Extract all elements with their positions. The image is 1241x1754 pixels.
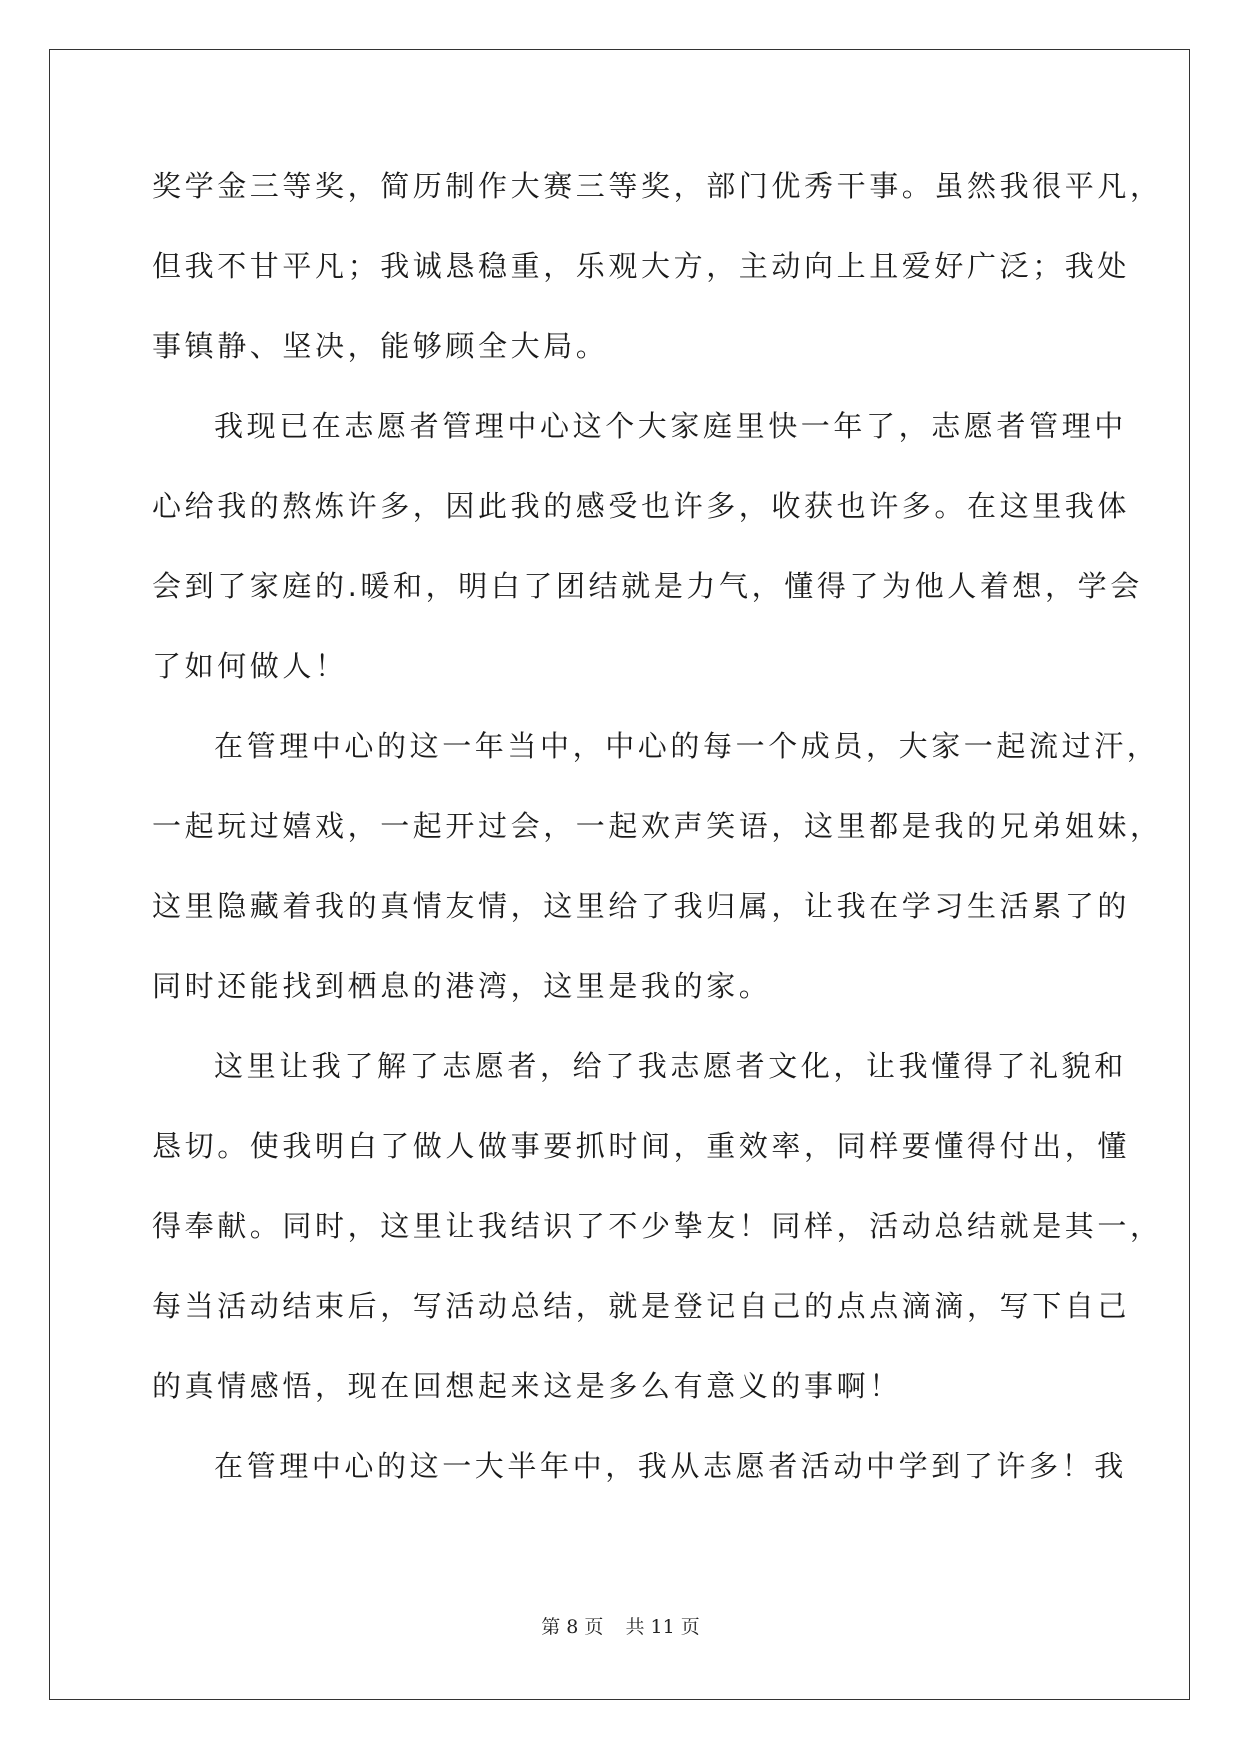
text-line: 一起玩过嬉戏，一起开过会，一起欢声笑语，这里都是我的兄弟姐妹， <box>152 809 1163 843</box>
text-line: 这里让我了解了志愿者，给了我志愿者文化，让我懂得了礼貌和 <box>214 1049 1127 1083</box>
text-line: 得奉献。同时，这里让我结识了不少挚友！同样，活动总结就是其一， <box>152 1209 1163 1243</box>
text-line: 心给我的熬炼许多，因此我的感受也许多，收获也许多。在这里我体 <box>152 489 1131 523</box>
text-line: 同时还能找到栖息的港湾，这里是我的家。 <box>152 969 772 1003</box>
text-line: 但我不甘平凡；我诚恳稳重，乐观大方，主动向上且爱好广泛；我处 <box>152 249 1131 283</box>
current-page-number: 第 8 页 <box>541 1616 604 1638</box>
text-line: 在管理中心的这一大半年中，我从志愿者活动中学到了许多！我 <box>214 1449 1127 1483</box>
text-line: 奖学金三等奖，简历制作大赛三等奖，部门优秀干事。虽然我很平凡， <box>152 169 1163 203</box>
text-line: 了如何做人！ <box>152 649 348 683</box>
text-line: 会到了家庭的.暖和，明白了团结就是力气，懂得了为他人着想，学会 <box>152 569 1143 603</box>
text-line: 我现已在志愿者管理中心这个大家庭里快一年了，志愿者管理中 <box>214 409 1127 443</box>
document-body <box>152 146 1163 1506</box>
text-line: 事镇静、坚决，能够顾全大局。 <box>152 329 609 363</box>
text-line: 的真情感悟，现在回想起来这是多么有意义的事啊！ <box>152 1369 902 1403</box>
total-pages: 共 11 页 <box>625 1616 700 1638</box>
text-line: 恳切。使我明白了做人做事要抓时间，重效率，同样要懂得付出，懂 <box>152 1129 1131 1163</box>
text-line: 每当活动结束后，写活动总结，就是登记自己的点点滴滴，写下自己 <box>152 1289 1131 1323</box>
page-footer <box>0 1612 1241 1639</box>
text-line: 这里隐藏着我的真情友情，这里给了我归属，让我在学习生活累了的 <box>152 889 1131 923</box>
text-line: 在管理中心的这一年当中，中心的每一个成员，大家一起流过汗， <box>214 729 1160 763</box>
